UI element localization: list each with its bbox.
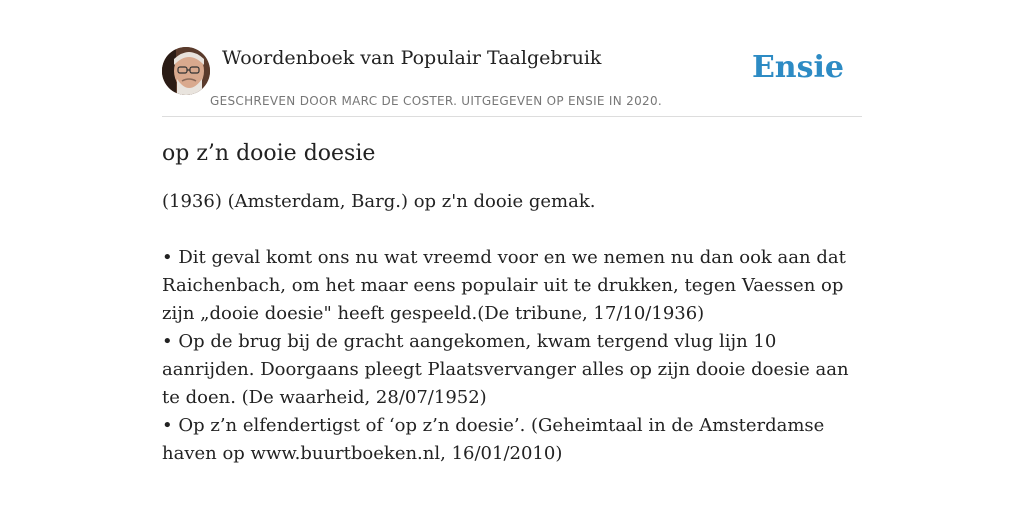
definition: (1936) (Amsterdam, Barg.) op z'n dooie gemak. [162,191,596,212]
quote-2: • Op de brug bij de gracht aangekomen, kwam tergend vlug lijn 10 aanrijden. Doorgaans pleegt Plaatsvervanger alles op zijn dooie doesie aan te doen. (De waarheid, 28/07/1952) [162,331,849,408]
entry-title: op z’n dooie doesie [162,141,376,166]
entry-body [162,188,862,468]
quote-3: • Op z’n elfendertigst of ‘op z’n doesie’. (Geheimtaal in de Amsterdamse haven op www.buurtboeken.nl, 16/01/2010) [162,415,825,464]
entry-card [162,44,862,468]
quote-1: • Dit geval komt ons nu wat vreemd voor en we nemen nu dan ook aan dat Raichenbach, om het maar eens populair uit te drukken, tegen Vaessen op zijn „dooie doesie" heeft gespeeld.(De tribune, 17/10/1936) [162,247,846,324]
book-title[interactable]: Woordenboek van Populair Taalgebruik [222,47,602,69]
byline: GESCHREVEN DOOR MARC DE COSTER. UITGEGEVEN OP ENSIE IN 2020. [210,94,662,108]
ensie-logo-link[interactable]: Ensie [751,50,844,85]
author-avatar[interactable] [162,47,210,95]
header [162,44,862,117]
author-photo-icon [162,47,210,95]
paragraph-gap [162,216,862,244]
